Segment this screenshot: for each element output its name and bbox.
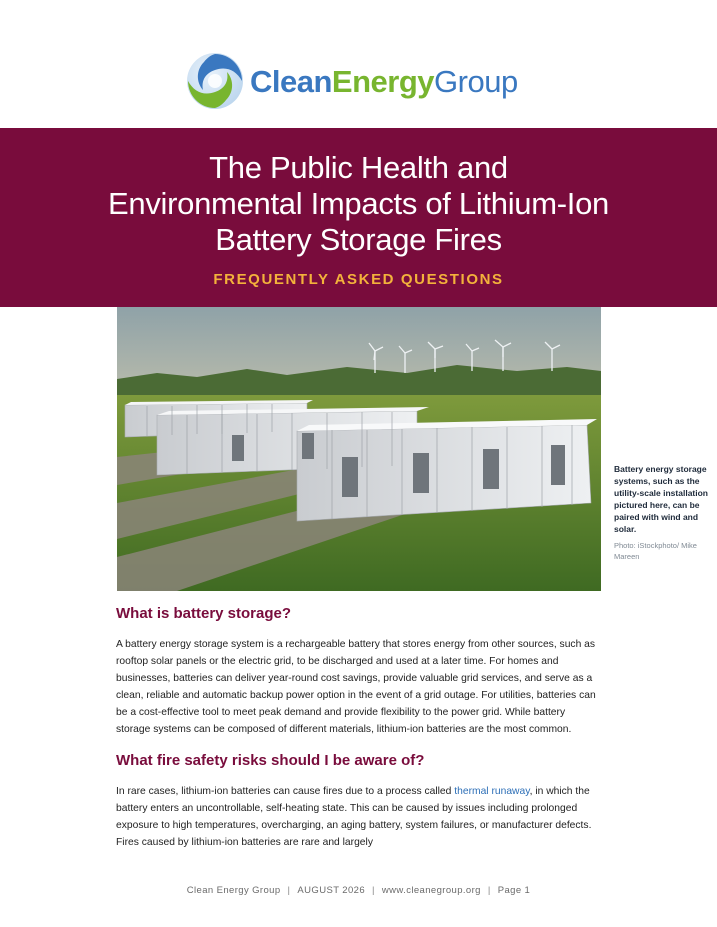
fire-safety-text-start: In rare cases, lithium-ion batteries can cause fires due to a process called [116, 786, 455, 797]
page-footer [0, 885, 717, 896]
battery-storage-photo [117, 307, 601, 591]
photo-caption [614, 463, 710, 562]
footer-url[interactable]: www.cleanegroup.org [381, 885, 481, 896]
document-title [0, 150, 717, 258]
clean-energy-group-logo [186, 50, 546, 112]
logo-wordmark [250, 63, 518, 99]
battery-field-illustration [117, 307, 601, 591]
logo-energy-text: Energy [331, 63, 435, 99]
footer-org: Clean Energy Group [186, 885, 281, 896]
title-line: Battery Storage Fires [215, 222, 502, 257]
caption-text: Battery energy storage systems, such as the utility-scale installation pictured here, can be paired with wind and solar. [614, 464, 708, 534]
footer-separator: | [372, 885, 375, 896]
title-line: Environmental Impacts of Lithium-Ion [108, 186, 609, 221]
title-line: The Public Health and [209, 150, 508, 185]
footer-separator: | [287, 885, 291, 896]
footer-page-number: Page 1 [497, 885, 531, 896]
logo-clean-text: Clean [250, 63, 332, 99]
photo-credit: Photo: iStockphoto/ Mike Mareen [614, 541, 697, 561]
section-heading-battery-storage: What is battery storage? [116, 605, 292, 622]
footer-separator: | [487, 885, 491, 896]
thermal-runaway-link[interactable]: thermal runaway [454, 786, 530, 797]
section-heading-fire-safety: What fire safety risks should I be aware of? [116, 752, 425, 769]
footer-date: AUGUST 2026 [297, 885, 366, 896]
logo-group-text: Group [434, 63, 518, 99]
swirl-logo-icon [186, 52, 244, 110]
battery-storage-paragraph: A battery energy storage system is a rechargeable battery that stores energy from other sources, such as rooftop solar panels or the electric grid, to be discharged and used at a later time. For homes and businesses, batteries can deliver year-round cost savings, provide valuable grid services, and serve as a clean, reliable and automatic backup power option in the event of a grid outage. For utilities, batteries can be a cost-effective tool to meet peak demand and provide flexibility to the power grid. While battery storage systems can be composed of different materials, lithium-ion batteries are the most common. [116, 639, 596, 735]
document-subtitle: FREQUENTLY ASKED QUESTIONS [213, 271, 504, 288]
fire-safety-paragraph [116, 783, 600, 851]
main-content [116, 604, 600, 851]
title-banner [0, 128, 717, 307]
fire-safety-text-end: , in which the battery enters an uncontrollable, self-heating state. This can be caused by issues including prolonged exposure to high temperatures, overcharging, an aging battery, system failures, or manufacturer defects. Fires caused by lithium-ion batteries are rare and largely [116, 786, 592, 848]
